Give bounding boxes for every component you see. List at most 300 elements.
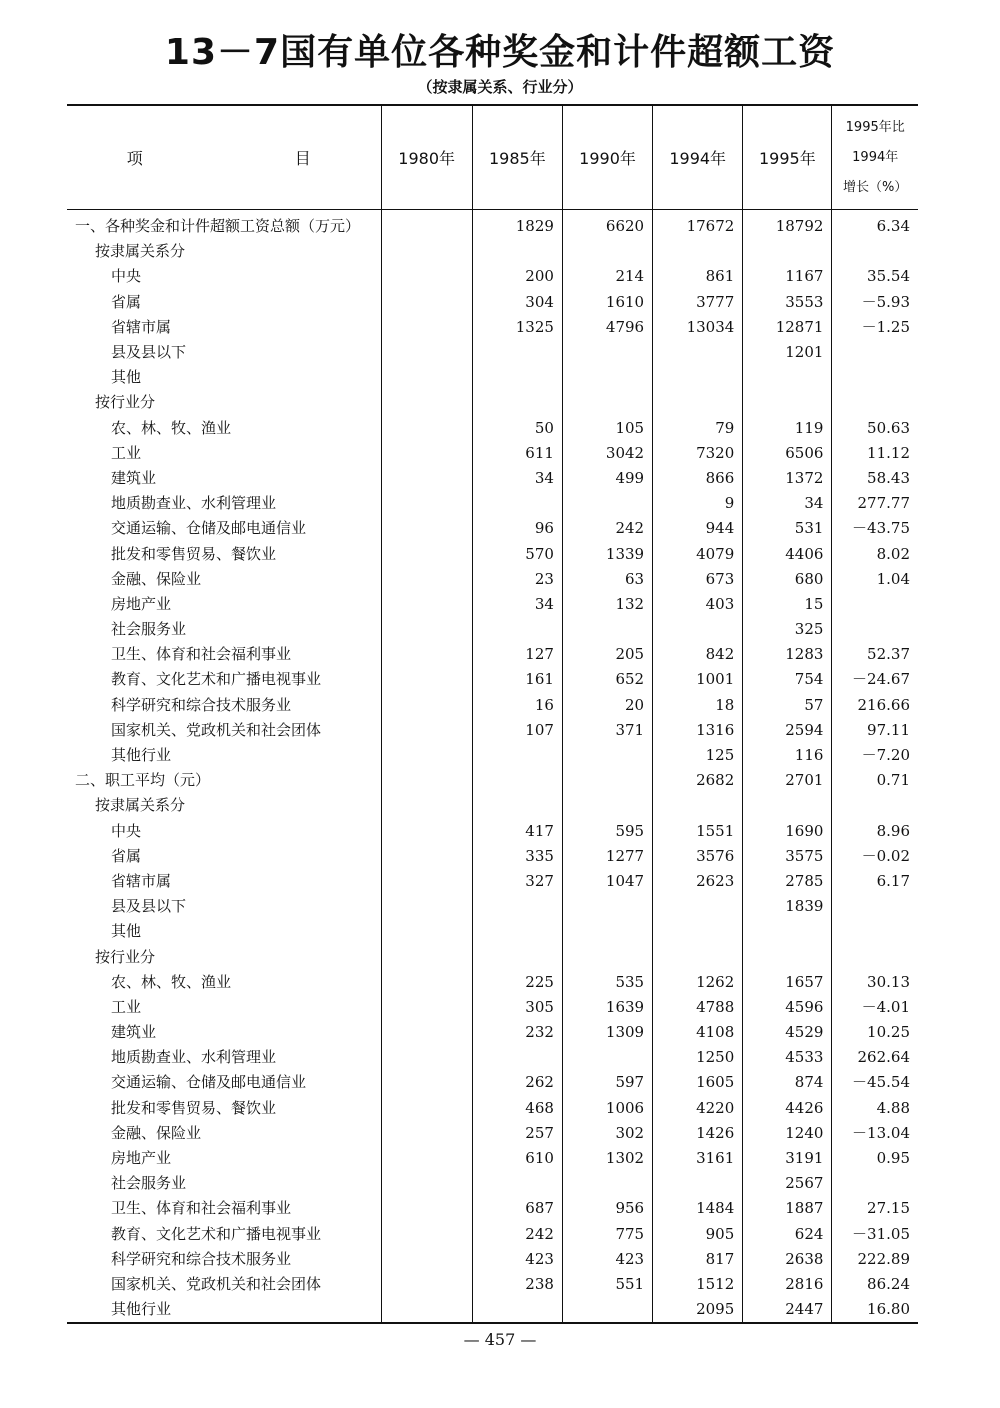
table-cell: 127 (472, 642, 562, 667)
table-cell (653, 919, 743, 944)
table-cell: 304 (472, 290, 562, 315)
table-row (67, 894, 918, 919)
row-label: 科学研究和综合技术服务业 (111, 1249, 292, 1268)
row-label: 教育、文化艺术和广播电视事业 (111, 670, 322, 689)
table-cell (832, 1171, 918, 1196)
table-cell: 403 (653, 592, 743, 617)
table-cell: 6506 (743, 441, 832, 466)
table-cell: 1829 (472, 210, 562, 240)
table-cell: 3575 (743, 844, 832, 869)
table-cell (743, 239, 832, 264)
table-cell (381, 290, 472, 315)
table-cell: 1887 (743, 1196, 832, 1221)
table-cell (381, 819, 472, 844)
table-cell: 225 (472, 970, 562, 995)
table-row (67, 592, 918, 617)
table-row (67, 1272, 918, 1297)
column-header-6: 1995年比 1994年 增长（%） (832, 105, 918, 210)
table-cell: 161 (472, 667, 562, 692)
table-cell (381, 793, 472, 818)
table-cell (562, 617, 652, 642)
table-cell (381, 718, 472, 743)
table-cell (381, 944, 472, 969)
table-cell (743, 365, 832, 390)
table-cell (653, 944, 743, 969)
table-row (67, 693, 918, 718)
table-cell: 423 (472, 1247, 562, 1272)
table-cell: －45.54 (832, 1070, 918, 1095)
table-cell: 499 (562, 466, 652, 491)
table-cell: －0.02 (832, 844, 918, 869)
table-cell (381, 743, 472, 768)
table-cell (381, 1070, 472, 1095)
table-cell (381, 693, 472, 718)
row-label: 房地产业 (111, 594, 172, 613)
table-row (67, 1020, 918, 1045)
table-cell: 687 (472, 1196, 562, 1221)
row-label: 金融、保险业 (111, 569, 202, 588)
table-cell: 4529 (743, 1020, 832, 1045)
header-row (67, 105, 918, 210)
table-cell: 2785 (743, 869, 832, 894)
table-cell: 9 (653, 491, 743, 516)
table-cell: 335 (472, 844, 562, 869)
table-cell: 242 (562, 516, 652, 541)
table-cell (472, 1171, 562, 1196)
table-cell: 257 (472, 1121, 562, 1146)
table-cell: 673 (653, 567, 743, 592)
table-cell: 16.80 (832, 1297, 918, 1323)
table-cell: 35.54 (832, 264, 918, 289)
table-row (67, 869, 918, 894)
table-cell: 97.11 (832, 718, 918, 743)
row-label: 工业 (111, 443, 142, 462)
table-cell (381, 1171, 472, 1196)
table-cell (381, 365, 472, 390)
table-row (67, 365, 918, 390)
table-cell (562, 1171, 652, 1196)
table-cell (472, 743, 562, 768)
table-cell (562, 944, 652, 969)
table-cell (381, 768, 472, 793)
table-cell: 18 (653, 693, 743, 718)
row-label: 中央 (111, 267, 142, 286)
row-label: 金融、保险业 (111, 1123, 202, 1142)
table-cell: 1839 (743, 894, 832, 919)
table-cell: 4788 (653, 995, 743, 1020)
table-cell: 1610 (562, 290, 652, 315)
table-row (67, 1196, 918, 1221)
table-cell: 597 (562, 1070, 652, 1095)
table-cell: 305 (472, 995, 562, 1020)
table-cell: 1309 (562, 1020, 652, 1045)
row-label: 按隶属关系分 (95, 796, 186, 815)
table-row (67, 541, 918, 566)
table-cell: 8.96 (832, 819, 918, 844)
table-cell: 2567 (743, 1171, 832, 1196)
table-cell (562, 491, 652, 516)
table-cell: 1006 (562, 1096, 652, 1121)
table-cell (381, 466, 472, 491)
table-cell: 2816 (743, 1272, 832, 1297)
table-row (67, 390, 918, 415)
table-cell: 325 (743, 617, 832, 642)
table-cell (381, 667, 472, 692)
table-cell (472, 1297, 562, 1323)
table-cell: 468 (472, 1096, 562, 1121)
table-cell (381, 264, 472, 289)
table-cell: 105 (562, 416, 652, 441)
table-cell: 2447 (743, 1297, 832, 1323)
table-cell: 11.12 (832, 441, 918, 466)
row-label: 建筑业 (111, 1023, 157, 1042)
table-cell: 1657 (743, 970, 832, 995)
table-cell: 1690 (743, 819, 832, 844)
table-cell: 34 (472, 466, 562, 491)
row-label: 按行业分 (95, 393, 156, 412)
row-label: 二、职工平均（元） (75, 771, 211, 790)
table-row (67, 1121, 918, 1146)
table-cell: 6.34 (832, 210, 918, 240)
table-cell (381, 340, 472, 365)
table-cell: 50.63 (832, 416, 918, 441)
row-label: 交通运输、仓储及邮电通信业 (111, 1073, 307, 1092)
row-label: 省属 (111, 292, 142, 311)
table-cell: 1512 (653, 1272, 743, 1297)
table-cell (653, 239, 743, 264)
table-cell: 1277 (562, 844, 652, 869)
table-cell: 944 (653, 516, 743, 541)
table-cell: 570 (472, 541, 562, 566)
table-cell: 132 (562, 592, 652, 617)
row-label: 国家机关、党政机关和社会团体 (111, 720, 322, 739)
table-row (67, 1096, 918, 1121)
table-row (67, 919, 918, 944)
table-row (67, 340, 918, 365)
table-cell: 3161 (653, 1146, 743, 1171)
table-cell: 0.71 (832, 768, 918, 793)
table-cell (381, 1222, 472, 1247)
table-cell: 302 (562, 1121, 652, 1146)
table-cell (381, 642, 472, 667)
table-cell (653, 617, 743, 642)
table-cell (381, 1121, 472, 1146)
table-cell: 262.64 (832, 1045, 918, 1070)
table-cell: 2623 (653, 869, 743, 894)
row-label: 省辖市属 (111, 317, 172, 336)
row-label: 其他 (111, 922, 142, 941)
table-row (67, 819, 918, 844)
row-label: 房地产业 (111, 1149, 172, 1168)
table-cell: 551 (562, 1272, 652, 1297)
table-cell (832, 894, 918, 919)
table-cell: 680 (743, 567, 832, 592)
table-row (67, 491, 918, 516)
table-cell (472, 617, 562, 642)
row-label: 国家机关、党政机关和社会团体 (111, 1274, 322, 1293)
table-row (67, 516, 918, 541)
page-subtitle: （按隶属关系、行业分） (417, 78, 583, 96)
table-cell: 327 (472, 869, 562, 894)
table-cell (562, 340, 652, 365)
table-cell: 15 (743, 592, 832, 617)
table-cell (472, 944, 562, 969)
table-cell: 1372 (743, 466, 832, 491)
table-cell: －13.04 (832, 1121, 918, 1146)
table-cell: 1339 (562, 541, 652, 566)
table-cell (381, 491, 472, 516)
table-cell (653, 390, 743, 415)
table-cell: 1283 (743, 642, 832, 667)
table-cell: －1.25 (832, 315, 918, 340)
table-cell (381, 390, 472, 415)
table-cell: 200 (472, 264, 562, 289)
row-label: 批发和零售贸易、餐饮业 (111, 1098, 277, 1117)
table-cell: 2594 (743, 718, 832, 743)
row-label: 社会服务业 (111, 1174, 187, 1193)
table-cell (381, 1045, 472, 1070)
table-cell (832, 793, 918, 818)
table-cell (381, 894, 472, 919)
table-cell: 17672 (653, 210, 743, 240)
table-row (67, 1045, 918, 1070)
table-cell (472, 390, 562, 415)
table-cell: 956 (562, 1196, 652, 1221)
table-cell: 8.02 (832, 541, 918, 566)
table-cell: 222.89 (832, 1247, 918, 1272)
table-cell: －7.20 (832, 743, 918, 768)
table-row (67, 239, 918, 264)
table-cell: 13034 (653, 315, 743, 340)
table-cell: 1240 (743, 1121, 832, 1146)
row-label: 批发和零售贸易、餐饮业 (111, 544, 277, 563)
table-cell (832, 340, 918, 365)
table-cell: 125 (653, 743, 743, 768)
table-cell (562, 768, 652, 793)
table-cell (832, 919, 918, 944)
table-cell: 4533 (743, 1045, 832, 1070)
table-cell: 1639 (562, 995, 652, 1020)
table-cell (381, 617, 472, 642)
table-cell (381, 1297, 472, 1323)
table-cell: 116 (743, 743, 832, 768)
row-label: 卫生、体育和社会福利事业 (111, 1199, 292, 1218)
table-cell: 242 (472, 1222, 562, 1247)
row-label: 中央 (111, 821, 142, 840)
table-cell (832, 365, 918, 390)
table-cell (562, 743, 652, 768)
row-label: 按隶属关系分 (95, 242, 186, 261)
page-title: 13－7国有单位各种奖金和计件超额工资 (164, 32, 836, 73)
column-header-4: 1994年 (653, 105, 743, 210)
table-cell (562, 239, 652, 264)
table-cell: 12871 (743, 315, 832, 340)
column-header-3: 1990年 (562, 105, 652, 210)
column-header-2: 1985年 (472, 105, 562, 210)
table-cell (562, 894, 652, 919)
table-cell (472, 768, 562, 793)
table-row (67, 970, 918, 995)
table-cell: 4079 (653, 541, 743, 566)
table-cell: 79 (653, 416, 743, 441)
table-cell (832, 617, 918, 642)
table-cell: 23 (472, 567, 562, 592)
table-row (67, 466, 918, 491)
column-header-1: 1980年 (381, 105, 472, 210)
table-cell: 4406 (743, 541, 832, 566)
page-number: — 457 — (463, 1330, 537, 1349)
table-cell: 4108 (653, 1020, 743, 1045)
table-cell: 611 (472, 441, 562, 466)
table-cell: －24.67 (832, 667, 918, 692)
table-cell (472, 919, 562, 944)
row-label: 科学研究和综合技术服务业 (111, 695, 292, 714)
table-cell: 531 (743, 516, 832, 541)
table-cell: 119 (743, 416, 832, 441)
table-row (67, 210, 918, 240)
table-cell (653, 1171, 743, 1196)
table-cell: 57 (743, 693, 832, 718)
table-cell: 1484 (653, 1196, 743, 1221)
table-cell (381, 210, 472, 240)
table-cell: 214 (562, 264, 652, 289)
table-cell (653, 793, 743, 818)
table-cell: 20 (562, 693, 652, 718)
table-cell: 3777 (653, 290, 743, 315)
table-cell (381, 1146, 472, 1171)
column-header-5: 1995年 (743, 105, 832, 210)
table-cell: 2682 (653, 768, 743, 793)
table-cell (381, 416, 472, 441)
row-label: 其他行业 (111, 746, 172, 765)
table-cell: 34 (472, 592, 562, 617)
table-cell (381, 239, 472, 264)
row-label: 县及县以下 (111, 897, 187, 916)
table-row (67, 793, 918, 818)
table-cell (381, 869, 472, 894)
table-cell: －31.05 (832, 1222, 918, 1247)
table-row (67, 264, 918, 289)
table-cell: 610 (472, 1146, 562, 1171)
table-row (67, 1222, 918, 1247)
table-cell: 1047 (562, 869, 652, 894)
table-cell: 535 (562, 970, 652, 995)
table-cell (832, 592, 918, 617)
table-row (67, 1070, 918, 1095)
table-cell (381, 1196, 472, 1221)
table-cell: 3576 (653, 844, 743, 869)
column-header-0: 项 目 (67, 105, 381, 210)
table-cell: 417 (472, 819, 562, 844)
table-cell (562, 1297, 652, 1323)
table-cell: 50 (472, 416, 562, 441)
table-cell: 18792 (743, 210, 832, 240)
table-cell: 1201 (743, 340, 832, 365)
table-row (67, 617, 918, 642)
table-row (67, 667, 918, 692)
table-cell (381, 1272, 472, 1297)
table-cell (381, 567, 472, 592)
table-cell: 205 (562, 642, 652, 667)
table-cell: 1001 (653, 667, 743, 692)
table-cell: 4.88 (832, 1096, 918, 1121)
table-cell: 3191 (743, 1146, 832, 1171)
table-row (67, 944, 918, 969)
table-cell (743, 944, 832, 969)
table-cell (381, 516, 472, 541)
table-cell: 1262 (653, 970, 743, 995)
row-label: 按行业分 (95, 947, 156, 966)
table-cell (832, 944, 918, 969)
table-cell: 4426 (743, 1096, 832, 1121)
table-cell (472, 365, 562, 390)
row-label: 农、林、牧、渔业 (111, 972, 232, 991)
table-cell: 624 (743, 1222, 832, 1247)
table-cell: 6.17 (832, 869, 918, 894)
table-cell (562, 793, 652, 818)
table-cell: 1316 (653, 718, 743, 743)
table-cell (381, 844, 472, 869)
table-cell (832, 239, 918, 264)
row-label: 卫生、体育和社会福利事业 (111, 645, 292, 664)
table-cell: －43.75 (832, 516, 918, 541)
table-cell (743, 919, 832, 944)
table-cell (653, 340, 743, 365)
table-cell (472, 239, 562, 264)
table-row (67, 768, 918, 793)
row-label: 社会服务业 (111, 620, 187, 639)
table-cell (381, 441, 472, 466)
table-cell: －5.93 (832, 290, 918, 315)
table-cell: 874 (743, 1070, 832, 1095)
table-cell: 1605 (653, 1070, 743, 1095)
table-cell: 262 (472, 1070, 562, 1095)
table-cell: 1325 (472, 315, 562, 340)
table-cell (381, 919, 472, 944)
table-cell (743, 390, 832, 415)
table-cell: 216.66 (832, 693, 918, 718)
table-cell (381, 592, 472, 617)
table-cell (472, 340, 562, 365)
table-cell: 232 (472, 1020, 562, 1045)
table-cell: 423 (562, 1247, 652, 1272)
table-cell: 52.37 (832, 642, 918, 667)
table-cell (381, 315, 472, 340)
row-label: 一、各种奖金和计件超额工资总额（万元） (75, 217, 361, 236)
table-cell: 96 (472, 516, 562, 541)
table-cell: 1167 (743, 264, 832, 289)
row-label: 工业 (111, 997, 142, 1016)
table-cell (562, 365, 652, 390)
table-cell: 27.15 (832, 1196, 918, 1221)
table-cell: 277.77 (832, 491, 918, 516)
table-cell (832, 390, 918, 415)
table-cell (381, 995, 472, 1020)
table-cell (381, 970, 472, 995)
table-cell: 4596 (743, 995, 832, 1020)
table-row (67, 718, 918, 743)
table-header (67, 105, 918, 210)
table-cell (472, 894, 562, 919)
table-cell: 371 (562, 718, 652, 743)
table-cell: 63 (562, 567, 652, 592)
table-cell: 2638 (743, 1247, 832, 1272)
table-cell: 817 (653, 1247, 743, 1272)
table-cell: 6620 (562, 210, 652, 240)
table-cell: 16 (472, 693, 562, 718)
row-label: 省辖市属 (111, 871, 172, 890)
row-label: 其他行业 (111, 1300, 172, 1319)
